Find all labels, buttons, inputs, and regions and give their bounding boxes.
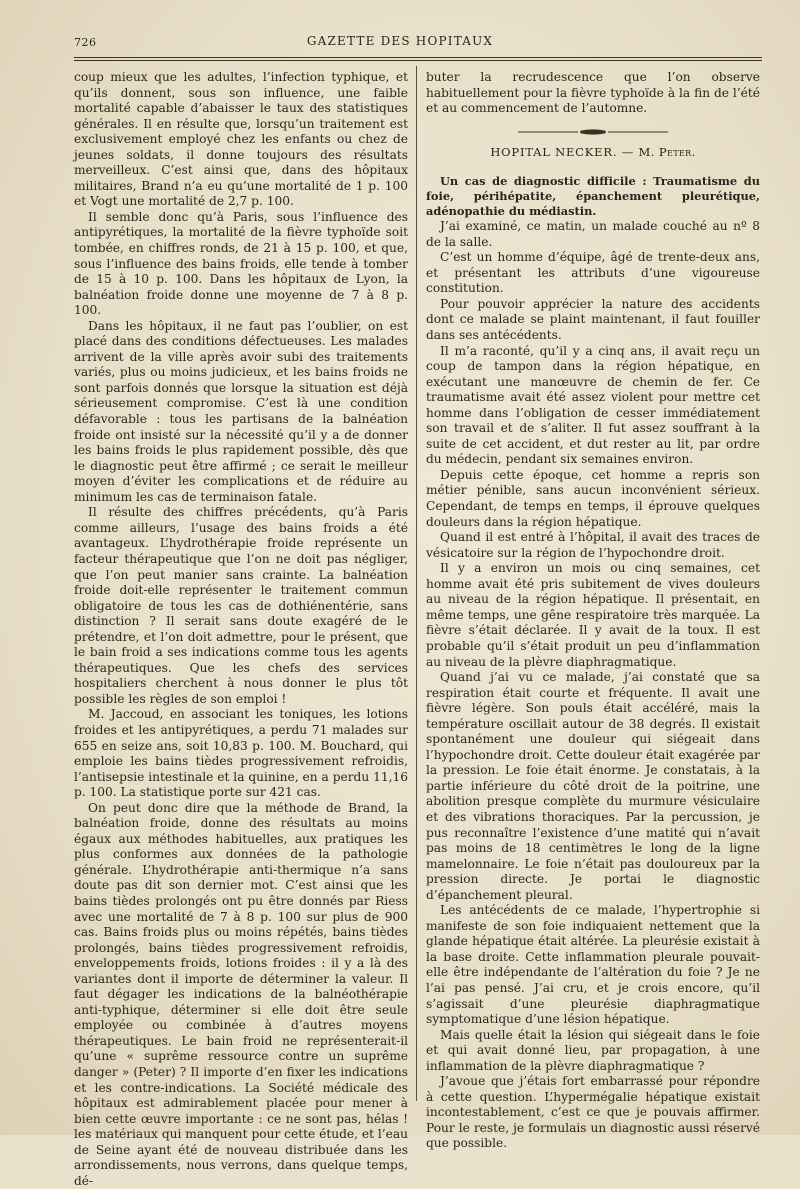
paragraph: Depuis cette époque, cet homme a repris son métier pénible, sans aucun inconvénient sérieux. Cependant, de temps en temps, il éprouve quelques douleurs dans la région hépatique. [426,467,760,529]
page-number: 726 [74,36,97,49]
hospital-name: HOPITAL NECKER. [490,144,618,159]
paragraph: coup mieux que les adultes, l’infection typhique, et qu’ils donnent, sous son influence, une faible mortalité capable d’abaisser le taux des statistiques générales. Il en résulte que, lorsqu’un traitement est exclusivement employé chez les enfants ou chez de jeunes soldats, il donne toujours des résultats merveilleux. C’est ainsi que, dans des hôpitaux militaires, Brand n’a eu qu’une mortalité de 1 p. 100 et Vogt une mortalité de 2,7 p. 100. [74,70,408,209]
paragraph: Mais quelle était la lésion qui siégeait dans le foie et qui avait donné lieu, par propagation, à une inflammation de la plèvre diaphragmatique ? [426,1027,760,1073]
ornament-divider [518,127,668,137]
paragraph: Il semble donc qu’à Paris, sous l’influence des antipyrétiques, la mortalité de la fièvre typhoïde soit tombée, en chiffres ronds, de 21 à 15 p. 100, et que, sous l’influence des bains froids, elle tende à tomber de 15 à 10 p. 100. Dans les hôpitaux de Lyon, la balnéation froide donne une moyenne de 7 à 8 p. 100. [74,209,408,318]
paragraph: Il m’a raconté, qu’il y a cinq ans, il avait reçu un coup de tampon dans la région hépatique, en exécutant une manœuvre de chemin de fer. Ce traumatisme avait été assez violent pour mettre cet homme dans l’obligation de cesser immédiatement son travail et de s’aliter. Il fut assez souffrant à la suite de cet accident, et dut rester au lit, par ordre du médecin, pendant six semaines environ. [426,343,760,467]
paragraph: Dans les hôpitaux, il ne faut pas l’oublier, on est placé dans des conditions défectueuses. Les malades arrivent de la ville après avoir subi des traitements variés, plus ou moins judicieux, et les bains froids ne sont parfois donnés que lorsque la situation est déjà sérieusement compromise. C’est là une condition défavorable : tous les partisans de la balnéation froide ont insisté sur la nécessité qu’il y a de donner les bains froids le plus rapidement possible, dès que le diagnostic peut être affirmé ; ce serait le meilleur moyen d’éviter les complications et de réduire au minimum les cas de terminaison fatale. [74,318,408,504]
section-author: M. Peter. [638,144,696,159]
paragraph: J’ai examiné, ce matin, un malade couché au nº 8 de la salle. [426,219,760,249]
header-rule [74,57,762,61]
paragraph: J’avoue que j’étais fort embarrassé pour répondre à cette question. L’hypermégalie hépatique existait incontestablement, c’est ce que je pouvais affirmer. Pour le reste, je formulais un diagnostic aussi réservé que possible. [426,1074,760,1151]
paragraph: buter la recrudescence que l’on observe habituellement pour la fièvre typhoïde à la fin de l’été et au commencement de l’automne. [426,70,760,116]
paragraph: On peut donc dire que la méthode de Brand, la balnéation froide, donne des résultats au moins égaux aux méthodes habituelles, aux pratiques les plus conformes aux données de la pathologie générale. L’hydrothérapie anti-thermique n’a sans doute pas dit son dernier mot. C’est ainsi que les bains tièdes prolongés ont pu être donnés par Riess avec une mortalité de 7 à 8 p. 100 sur plus de 900 cas. Bains froids plus ou moins répétés, bains tièdes prolongés, bains tièdes progressivement refroidis, enveloppements froids, lotions froides : il y a là des variantes dont il importe de déterminer la valeur. Il faut dégager les indications de la balnéothérapie anti-typhique, déterminer si elle doit être seule employée ou combinée à d’autres moyens thérapeutiques. Le bain froid ne représenterait-il qu’une « suprême ressource contre un suprême danger » (Peter) ? Il importe d’en fixer les indications et les contre-indications. La Société médicale des hôpitaux est admirablement placée pour mener à bien cette œuvre importante : ce ne sont pas, hélas ! les matériaux qui manquent pour cette étude, et l’eau de Seine ayant été de nouveau distribuée dans les arrondissements, nous verrons, dans quelque temps, dé- [74,800,408,1188]
column-divider [416,66,417,1101]
heading-dash: — [621,144,635,159]
paragraph: Il résulte des chiffres précédents, qu’à Paris comme ailleurs, l’usage des bains froids a été avantageux. L’hydrothérapie froide représente un facteur thérapeutique que l’on ne doit pas négliger, que l’on peut manier sans crainte. La balnéation froide doit-elle représenter le traitement commun obligatoire de tous les cas de dothiénentérie, sans distinction ? Il serait sans doute exagéré de le prétendre, et l’on doit admettre, pour le présent, que le bain froid a ses indications comme tous les agents thérapeutiques. Que les chefs des services hospitaliers cherchent à nous donner le plus tôt possible les règles de son emploi ! [74,505,408,706]
left-column [74,70,408,1189]
journal-title: GAZETTE DES HOPITAUX [306,34,494,48]
section-heading [426,145,760,161]
paragraph: Les antécédents de ce malade, l’hypertrophie si manifeste de son foie indiquaient nettement que la glande hépatique était altérée. La pleurésie existait à la base droite. Cette inflammation pleurale pouvait-elle être indépendante de l’altération du foie ? Je ne l’ai pas pensé. J’ai cru, et je crois encore, qu’il s’agissait d’une pleurésie diaphragmatique symptomatique d’une lésion hépatique. [426,903,760,1027]
right-column [426,70,760,1152]
paragraph: Quand j’ai vu ce malade, j’ai constaté que sa respiration était courte et fréquente. Il avait une fièvre légère. Son pouls était accéléré, mais la température oscillait autour de 38 degrés. Il existait spontanément une douleur qui siégeait dans l’hypochondre droit. Cette douleur était exagérée par la pression. Le foie était énorme. Je constatais, à la partie inférieure du côté droit de la poitrine, une abolition presque complète du murmure vésiculaire et des vibrations thoraciques. Par la percussion, je pus reconnaître l’existence d’une matité qui n’avait pas moins de 18 centimètres le long de la ligne mamelonnaire. Le foie n’était pas douloureux par la pression directe. Je portai le diagnostic d’épanchement pleural. [426,670,760,902]
paragraph: Il y a environ un mois ou cinq semaines, cet homme avait été pris subitement de vives douleurs au niveau de la région hépatique. Il présentait, en même temps, une gêne respiratoire très marquée. La fièvre s’était déclarée. Il y avait de la toux. Il est probable qu’il s’était produit un peu d’inflammation au niveau de la plèvre diaphragmatique. [426,561,760,669]
paragraph: Pour pouvoir apprécier la nature des accidents dont ce malade se plaint maintenant, il faut fouiller dans ses antécédents. [426,296,760,343]
case-title: Un cas de diagnostic difficile : Traumatisme du foie, périhépatite, épanchement pleurétique, adénopathie du médiastin. [426,174,760,219]
paragraph: C’est un homme d’équipe, âgé de trente-deux ans, et présentant les attributs d’une vigoureuse constitution. [426,250,760,296]
paragraph: Quand il est entré à l’hôpital, il avait des traces de vésicatoire sur la région de l’hypochondre droit. [426,530,760,560]
paragraph: M. Jaccoud, en associant les toniques, les lotions froides et les antipyrétiques, a perdu 71 malades sur 655 en seize ans, soit 10,83 p. 100. M. Bouchard, qui emploie les bains tièdes progressivement refroidis, l’antisepsie intestinale et la quinine, en a perdu 11,16 p. 100. La statistique porte sur 421 cas. [74,707,408,800]
